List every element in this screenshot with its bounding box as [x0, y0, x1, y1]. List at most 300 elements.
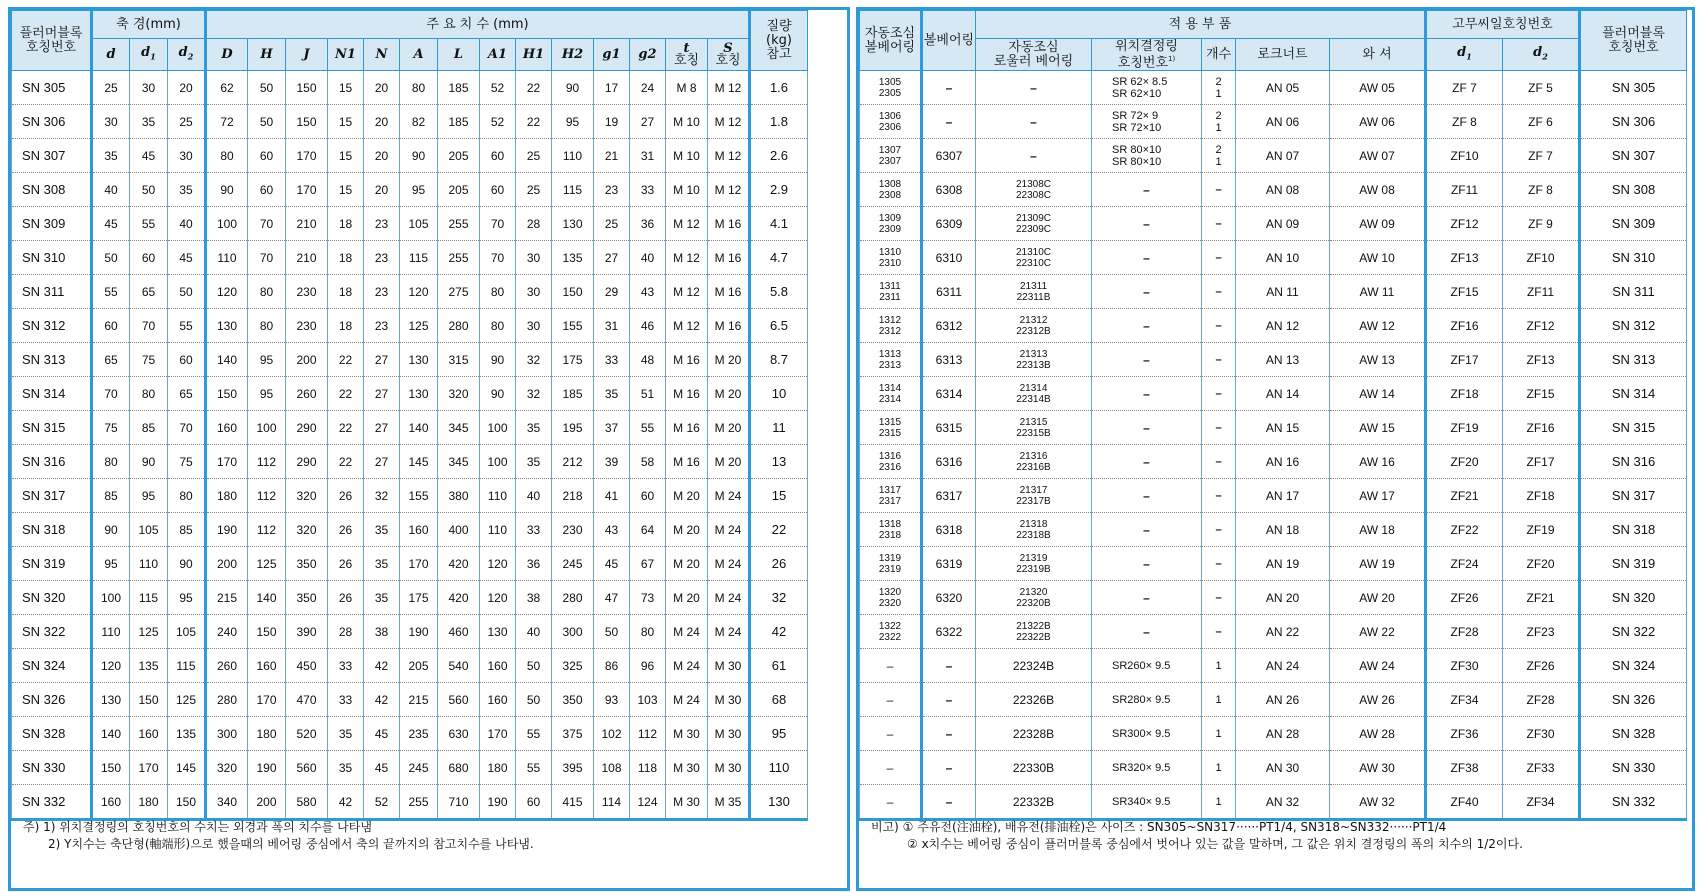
part-cell: – [976, 139, 1092, 173]
part-cell: AN 24 [1236, 649, 1330, 683]
header-seal-d1: $d_1$ [1426, 39, 1503, 71]
value-cell: 350 [286, 547, 328, 581]
table-row [12, 309, 808, 343]
value-cell: 95 [400, 173, 438, 207]
value-cell: 32 [750, 581, 808, 615]
value-cell: M 20 [708, 445, 750, 479]
value-cell: 30 [130, 71, 168, 105]
part-cell: AW 10 [1330, 241, 1426, 275]
part-cell: ZF13 [1426, 241, 1503, 275]
value-cell: 80 [480, 309, 516, 343]
block-number-cell: SN 326 [12, 683, 92, 717]
value-cell: 80 [168, 479, 206, 513]
value-cell: 50 [130, 173, 168, 207]
header-locating-ring: 위치결정링 호칭번호$^{1)}$ [1092, 39, 1202, 71]
value-cell: 61 [750, 649, 808, 683]
value-cell: 170 [400, 547, 438, 581]
value-cell: 25 [516, 139, 552, 173]
value-cell: 175 [400, 581, 438, 615]
part-cell: AN 11 [1236, 275, 1330, 309]
header-count: 개수 [1202, 39, 1236, 71]
value-cell: 380 [438, 479, 480, 513]
part-cell: 22328B [976, 717, 1092, 751]
value-cell: 420 [438, 547, 480, 581]
part-cell: 2 1 [1202, 105, 1236, 139]
value-cell: 1.8 [750, 105, 808, 139]
value-cell: 20 [364, 139, 400, 173]
value-cell: 70 [480, 207, 516, 241]
block-number-cell: SN 311 [12, 275, 92, 309]
value-cell: 33 [516, 513, 552, 547]
value-cell: 630 [438, 717, 480, 751]
value-cell: M 30 [708, 751, 750, 785]
part-cell: AW 18 [1330, 513, 1426, 547]
value-cell: 300 [552, 615, 594, 649]
part-cell: – [1202, 445, 1236, 479]
header-col-11: g2 [630, 39, 666, 71]
value-cell: 18 [328, 207, 364, 241]
value-cell: 235 [400, 717, 438, 751]
part-cell: ZF21 [1503, 581, 1580, 615]
value-cell: 145 [400, 445, 438, 479]
value-cell: 60 [516, 785, 552, 820]
part-cell: AN 17 [1236, 479, 1330, 513]
value-cell: 60 [92, 309, 130, 343]
value-cell: M 16 [666, 343, 708, 377]
part-cell: AN 16 [1236, 445, 1330, 479]
table-row [12, 751, 808, 785]
value-cell: 85 [168, 513, 206, 547]
part-cell: – [1202, 309, 1236, 343]
value-cell: 23 [594, 173, 630, 207]
value-cell: 210 [286, 241, 328, 275]
part-cell: – [1092, 343, 1202, 377]
table-row [12, 615, 808, 649]
part-cell: ZF 7 [1503, 139, 1580, 173]
block-number-cell: SN 317 [1580, 479, 1687, 513]
header-d: d [92, 39, 130, 71]
part-cell: ZF12 [1426, 207, 1503, 241]
part-cell: 2 1 [1202, 71, 1236, 105]
value-cell: 245 [552, 547, 594, 581]
part-cell: ZF21 [1426, 479, 1503, 513]
part-cell: 1312 2312 [860, 309, 922, 343]
value-cell: 150 [92, 751, 130, 785]
value-cell: 70 [248, 207, 286, 241]
value-cell: 260 [286, 377, 328, 411]
block-number-cell: SN 324 [12, 649, 92, 683]
value-cell: 52 [364, 785, 400, 820]
part-cell: – [860, 717, 922, 751]
value-cell: M 24 [708, 513, 750, 547]
part-cell: 6309 [922, 207, 976, 241]
value-cell: 22 [328, 411, 364, 445]
part-cell: AW 15 [1330, 411, 1426, 445]
value-cell: 112 [248, 479, 286, 513]
value-cell: 42 [364, 649, 400, 683]
part-cell: 22330B [976, 751, 1092, 785]
value-cell: 26 [750, 547, 808, 581]
part-cell: ZF19 [1426, 411, 1503, 445]
part-cell: – [860, 683, 922, 717]
part-cell: – [1092, 445, 1202, 479]
value-cell: 540 [438, 649, 480, 683]
value-cell: 45 [364, 717, 400, 751]
part-cell: 1315 2315 [860, 411, 922, 445]
part-cell: 21319 22319B [976, 547, 1092, 581]
value-cell: 38 [516, 581, 552, 615]
value-cell: 110 [206, 241, 248, 275]
part-cell: – [1092, 547, 1202, 581]
part-cell: – [976, 105, 1092, 139]
part-cell: 21313 22313B [976, 343, 1092, 377]
part-cell: ZF16 [1426, 309, 1503, 343]
value-cell: M 24 [708, 479, 750, 513]
value-cell: 185 [552, 377, 594, 411]
part-cell: AW 17 [1330, 479, 1426, 513]
value-cell: 230 [286, 275, 328, 309]
table-row [860, 445, 1687, 479]
header-col-3: N1 [328, 39, 364, 71]
value-cell: 125 [248, 547, 286, 581]
value-cell: 180 [130, 785, 168, 820]
value-cell: 67 [630, 547, 666, 581]
block-number-cell: SN 332 [12, 785, 92, 820]
part-cell: AN 06 [1236, 105, 1330, 139]
part-cell: AW 28 [1330, 717, 1426, 751]
value-cell: 23 [364, 207, 400, 241]
value-cell: 205 [438, 139, 480, 173]
value-cell: 50 [594, 615, 630, 649]
value-cell: 150 [286, 105, 328, 139]
part-cell: ZF 5 [1503, 71, 1580, 105]
value-cell: 200 [248, 785, 286, 820]
value-cell: 58 [630, 445, 666, 479]
value-cell: 245 [400, 751, 438, 785]
part-cell: AW 05 [1330, 71, 1426, 105]
value-cell: 420 [438, 581, 480, 615]
value-cell: 32 [364, 479, 400, 513]
value-cell: 280 [206, 683, 248, 717]
value-cell: M 12 [666, 309, 708, 343]
part-cell: SR340× 9.5 [1092, 785, 1202, 820]
header-col-1: H [248, 39, 286, 71]
value-cell: 180 [480, 751, 516, 785]
value-cell: M 16 [666, 411, 708, 445]
value-cell: M 12 [666, 207, 708, 241]
table-row [12, 207, 808, 241]
part-cell: AW 16 [1330, 445, 1426, 479]
value-cell: 50 [516, 649, 552, 683]
header-washer: 와 셔 [1330, 39, 1426, 71]
part-cell: AW 26 [1330, 683, 1426, 717]
value-cell: 140 [400, 411, 438, 445]
value-cell: 35 [516, 445, 552, 479]
part-cell: SR260× 9.5 [1092, 649, 1202, 683]
value-cell: 150 [206, 377, 248, 411]
value-cell: 25 [594, 207, 630, 241]
value-cell: M 20 [666, 547, 708, 581]
header-block-number-right: 플러머블록 호칭번호 [1580, 11, 1687, 71]
value-cell: 340 [206, 785, 248, 820]
part-cell: ZF10 [1503, 241, 1580, 275]
value-cell: 290 [286, 411, 328, 445]
part-cell: – [1202, 343, 1236, 377]
value-cell: 160 [206, 411, 248, 445]
block-number-cell: SN 306 [12, 105, 92, 139]
value-cell: 160 [92, 785, 130, 820]
part-cell: – [1202, 241, 1236, 275]
value-cell: 15 [750, 479, 808, 513]
value-cell: 31 [594, 309, 630, 343]
value-cell: 105 [168, 615, 206, 649]
value-cell: 60 [248, 139, 286, 173]
value-cell: 205 [438, 173, 480, 207]
value-cell: 190 [248, 751, 286, 785]
header-col-9: H2 [552, 39, 594, 71]
value-cell: 320 [438, 377, 480, 411]
block-number-cell: SN 318 [12, 513, 92, 547]
part-cell: ZF33 [1503, 751, 1580, 785]
value-cell: 230 [286, 309, 328, 343]
value-cell: 120 [480, 547, 516, 581]
value-cell: 22 [328, 343, 364, 377]
value-cell: 4.7 [750, 241, 808, 275]
value-cell: 255 [438, 241, 480, 275]
value-cell: 90 [400, 139, 438, 173]
part-cell: ZF11 [1426, 173, 1503, 207]
value-cell: 100 [248, 411, 286, 445]
header-s: S 호칭 [708, 39, 750, 71]
value-cell: 115 [130, 581, 168, 615]
part-cell: – [1202, 513, 1236, 547]
part-cell: ZF19 [1503, 513, 1580, 547]
value-cell: 170 [286, 173, 328, 207]
value-cell: 60 [480, 139, 516, 173]
part-cell: – [1202, 173, 1236, 207]
part-cell: SR 62× 8.5 SR 62×10 [1092, 71, 1202, 105]
part-cell: AN 32 [1236, 785, 1330, 820]
part-cell: – [1202, 581, 1236, 615]
part-cell: ZF28 [1426, 615, 1503, 649]
left-note-2: 2) Y치수는 축단형(軸端形)으로 했을때의 베어링 중심에서 축의 끝까지의 참고치수를 나타냄. [48, 837, 534, 851]
block-number-cell: SN 318 [1580, 513, 1687, 547]
value-cell: 22 [516, 71, 552, 105]
value-cell: 112 [248, 445, 286, 479]
value-cell: 2.6 [750, 139, 808, 173]
value-cell: 26 [328, 547, 364, 581]
part-cell: – [1202, 275, 1236, 309]
value-cell: 55 [516, 751, 552, 785]
part-cell: 6314 [922, 377, 976, 411]
header-d1: $d_1$ [130, 39, 168, 71]
value-cell: 75 [92, 411, 130, 445]
value-cell: 18 [328, 275, 364, 309]
part-cell: ZF12 [1503, 309, 1580, 343]
value-cell: 51 [630, 377, 666, 411]
header-self-aligning-ball: 자동조심 볼베어링 [860, 11, 922, 71]
value-cell: 27 [364, 377, 400, 411]
part-cell: 21315 22315B [976, 411, 1092, 445]
value-cell: 125 [130, 615, 168, 649]
value-cell: 45 [130, 139, 168, 173]
table-row [12, 173, 808, 207]
value-cell: 27 [364, 343, 400, 377]
value-cell: 35 [328, 717, 364, 751]
value-cell: 23 [364, 309, 400, 343]
value-cell: 40 [516, 615, 552, 649]
block-number-cell: SN 308 [1580, 173, 1687, 207]
header-block-number: 플러머블록 호칭번호 [12, 11, 92, 71]
part-cell: AN 05 [1236, 71, 1330, 105]
value-cell: 160 [248, 649, 286, 683]
table-row [12, 411, 808, 445]
value-cell: 2.9 [750, 173, 808, 207]
value-cell: M 20 [708, 343, 750, 377]
value-cell: 32 [516, 377, 552, 411]
part-cell: SR300× 9.5 [1092, 717, 1202, 751]
value-cell: 170 [206, 445, 248, 479]
value-cell: 105 [400, 207, 438, 241]
part-cell: 1310 2310 [860, 241, 922, 275]
value-cell: 65 [92, 343, 130, 377]
value-cell: 52 [480, 105, 516, 139]
table-row [12, 785, 808, 820]
value-cell: 70 [168, 411, 206, 445]
value-cell: M 16 [666, 377, 708, 411]
part-cell: 22332B [976, 785, 1092, 820]
value-cell: 110 [552, 139, 594, 173]
part-cell: ZF34 [1503, 785, 1580, 820]
part-cell: AN 12 [1236, 309, 1330, 343]
value-cell: 255 [400, 785, 438, 820]
value-cell: 218 [552, 479, 594, 513]
value-cell: 30 [168, 139, 206, 173]
value-cell: 120 [480, 581, 516, 615]
table-row [12, 71, 808, 105]
value-cell: 62 [206, 71, 248, 105]
part-cell: ZF15 [1503, 377, 1580, 411]
part-cell: 6310 [922, 241, 976, 275]
block-number-cell: SN 316 [1580, 445, 1687, 479]
part-cell: ZF11 [1503, 275, 1580, 309]
part-cell: – [976, 71, 1092, 105]
part-cell: ZF16 [1503, 411, 1580, 445]
value-cell: 95 [750, 717, 808, 751]
value-cell: 42 [328, 785, 364, 820]
part-cell: AW 32 [1330, 785, 1426, 820]
part-cell: AN 28 [1236, 717, 1330, 751]
right-parts-panel [856, 7, 1695, 891]
part-cell: 6320 [922, 581, 976, 615]
value-cell: 170 [480, 717, 516, 751]
value-cell: 36 [516, 547, 552, 581]
header-shaft-diameter: 축 경(mm) [92, 11, 206, 39]
block-number-cell: SN 314 [12, 377, 92, 411]
block-number-cell: SN 305 [1580, 71, 1687, 105]
part-cell: – [922, 683, 976, 717]
block-number-cell: SN 310 [1580, 241, 1687, 275]
table-row [12, 445, 808, 479]
value-cell: 215 [400, 683, 438, 717]
table-row [860, 207, 1687, 241]
value-cell: 68 [750, 683, 808, 717]
part-cell: AN 13 [1236, 343, 1330, 377]
part-cell: – [1092, 377, 1202, 411]
value-cell: 315 [438, 343, 480, 377]
part-cell: ZF26 [1426, 581, 1503, 615]
part-cell: ZF20 [1503, 547, 1580, 581]
value-cell: 1.6 [750, 71, 808, 105]
part-cell: AW 30 [1330, 751, 1426, 785]
part-cell: AN 22 [1236, 615, 1330, 649]
block-number-cell: SN 330 [12, 751, 92, 785]
value-cell: 30 [516, 309, 552, 343]
part-cell: ZF20 [1426, 445, 1503, 479]
value-cell: 110 [130, 547, 168, 581]
part-cell: – [1202, 615, 1236, 649]
table-row [12, 343, 808, 377]
value-cell: 160 [400, 513, 438, 547]
value-cell: M 30 [708, 683, 750, 717]
value-cell: 55 [92, 275, 130, 309]
value-cell: 50 [92, 241, 130, 275]
header-roller-bearing: 자동조심 로울러 베어링 [976, 39, 1092, 71]
part-cell: 1316 2316 [860, 445, 922, 479]
value-cell: 130 [400, 343, 438, 377]
value-cell: 102 [594, 717, 630, 751]
value-cell: 320 [286, 479, 328, 513]
value-cell: 290 [286, 445, 328, 479]
value-cell: M 20 [666, 513, 708, 547]
value-cell: 108 [594, 751, 630, 785]
table-row [12, 547, 808, 581]
block-number-cell: SN 332 [1580, 785, 1687, 820]
block-number-cell: SN 320 [1580, 581, 1687, 615]
value-cell: 45 [168, 241, 206, 275]
block-number-cell: SN 309 [1580, 207, 1687, 241]
part-cell: 21316 22316B [976, 445, 1092, 479]
value-cell: 19 [594, 105, 630, 139]
value-cell: 710 [438, 785, 480, 820]
part-cell: SR 80×10 SR 80×10 [1092, 139, 1202, 173]
value-cell: 26 [328, 513, 364, 547]
value-cell: 110 [480, 479, 516, 513]
block-number-cell: SN 328 [1580, 717, 1687, 751]
part-cell: 1 [1202, 751, 1236, 785]
part-cell: ZF26 [1503, 649, 1580, 683]
value-cell: 45 [594, 547, 630, 581]
value-cell: 35 [92, 139, 130, 173]
value-cell: 140 [248, 581, 286, 615]
value-cell: 110 [480, 513, 516, 547]
value-cell: 80 [130, 377, 168, 411]
value-cell: 73 [630, 581, 666, 615]
value-cell: 82 [400, 105, 438, 139]
part-cell: – [922, 71, 976, 105]
table-row [12, 581, 808, 615]
part-cell: – [922, 105, 976, 139]
value-cell: 42 [364, 683, 400, 717]
value-cell: 375 [552, 717, 594, 751]
table-row [860, 343, 1687, 377]
part-cell: – [1202, 547, 1236, 581]
value-cell: M 16 [708, 275, 750, 309]
part-cell: ZF22 [1426, 513, 1503, 547]
value-cell: 36 [630, 207, 666, 241]
value-cell: 130 [552, 207, 594, 241]
part-cell: – [1092, 309, 1202, 343]
